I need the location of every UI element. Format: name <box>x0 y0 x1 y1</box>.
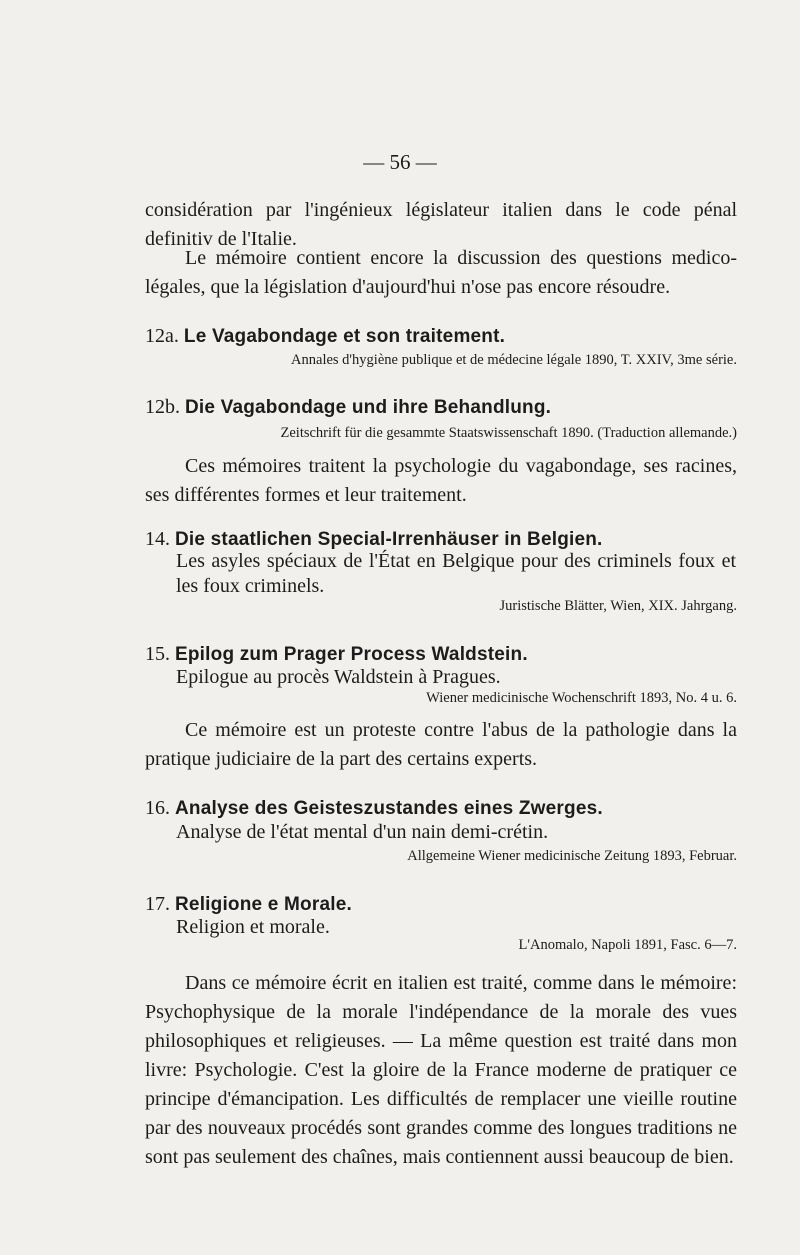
entry-16-source: Allgemeine Wiener medicinische Zeitung 1893, Februar. <box>407 848 737 864</box>
entry-12b-heading <box>145 396 551 419</box>
page-number: — 56 — <box>363 150 437 174</box>
entry-title: Epilog zum Prager Process Waldstein. <box>175 644 528 665</box>
entry-number: 15. <box>145 643 170 665</box>
entry-12a-heading <box>145 325 505 348</box>
entry-12a-source: Annales d'hygiène publique et de médecine légale 1890, T. XXIV, 3me série. <box>291 352 737 368</box>
entry-15-heading <box>145 643 528 666</box>
entry-17-description: Dans ce mémoire écrit en italien est traité, comme dans le mémoire: Psychophysique de la morale l'indépendance de la morale des vues philosophiques et religieuses. — La même question est traité dans mon livre: Psychologie. C'est la gloire de la France moderne de pratiquer ce principe d'émancipation. Les difficultés de remplacer une vieille routine par des nouveaux procédés sont grandes comme des longues traditions ne sont pas seulement des chaînes, mais contiennent aussi beaucoup de bien. <box>145 972 737 1168</box>
entry-16-heading <box>145 797 603 820</box>
entry-17-source: L'Anomalo, Napoli 1891, Fasc. 6—7. <box>518 937 737 953</box>
entry-15-subtitle: Epilogue au procès Waldstein à Pragues. <box>176 666 501 688</box>
entry-number: 14. <box>145 528 170 550</box>
entry-title: Die staatlichen Special-Irrenhäuser in Belgien. <box>175 529 603 550</box>
entry-15-source: Wiener medicinische Wochenschrift 1893, No. 4 u. 6. <box>426 690 737 706</box>
entry-number: 16. <box>145 797 170 819</box>
entry-17-subtitle: Religion et morale. <box>176 916 330 938</box>
entry-number: 17. <box>145 893 170 915</box>
entry-12b-description: Ces mémoires traitent la psychologie du vagabondage, ses racines, ses différentes formes et leur traitement. <box>145 455 737 506</box>
entry-14-source: Juristische Blätter, Wien, XIX. Jahrgang. <box>499 598 737 614</box>
entry-number: 12b. <box>145 396 180 418</box>
entry-12b-source: Zeitschrift für die gesammte Staatswissenschaft 1890. (Traduction allemande.) <box>280 425 737 441</box>
entry-number: 12a. <box>145 325 179 347</box>
entry-16-subtitle: Analyse de l'état mental d'un nain demi-crétin. <box>176 821 549 843</box>
entry-15-description: Ce mémoire est un proteste contre l'abus de la pathologie dans la pratique judiciaire de la part des certains experts. <box>145 719 737 770</box>
entry-14-heading <box>145 528 603 551</box>
entry-14-subtitle: Les asyles spéciaux de l'État en Belgique pour des criminels foux et les foux criminels. <box>176 550 736 597</box>
intro-paragraph-2: Le mémoire contient encore la discussion des questions medico-légales, que la législation d'aujourd'hui n'ose pas encore résoudre. <box>145 247 737 298</box>
entry-title: Religione e Morale. <box>175 894 352 915</box>
entry-title: Analyse des Geisteszustandes eines Zwerges. <box>175 798 603 819</box>
entry-title: Die Vagabondage und ihre Behandlung. <box>185 397 552 418</box>
intro-paragraph-1: considération par l'ingénieux législateur italien dans le code pénal definitiv de l'Italie. <box>145 199 737 250</box>
entry-title: Le Vagabondage et son traitement. <box>183 326 506 347</box>
entry-17-heading <box>145 893 352 916</box>
